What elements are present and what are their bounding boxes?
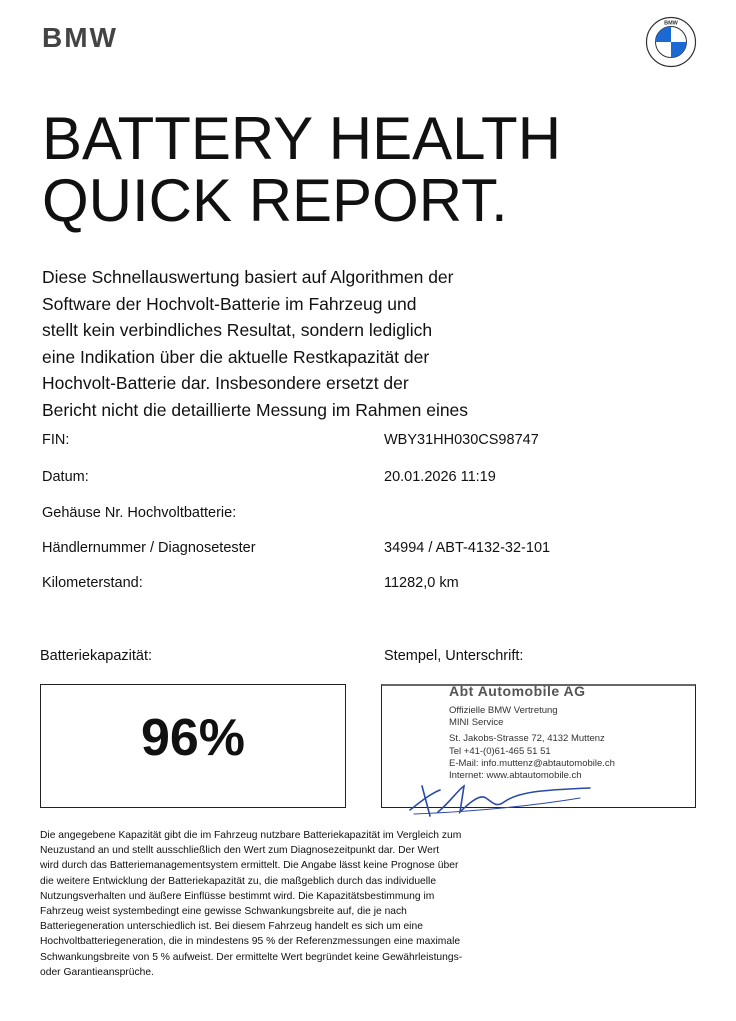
date-value: 20.01.2026 11:19	[384, 469, 496, 485]
brand-wordmark: BMW	[42, 22, 118, 53]
disclaimer-line: Nutzungsverhalten und äußere Einflüsse bestimmt wird. Die Kapazitätsbestimmung im	[40, 890, 435, 902]
stamp-line: Tel +41-(0)61-465 51 51	[449, 746, 551, 757]
disclaimer-line: Neuzustand an und stellt ausschließlich den Wert zum Diagnosezeitpunkt dar. Der Wert	[40, 845, 440, 857]
dealer-tester-label: Händlernummer / Diagnosetester	[42, 540, 256, 556]
intro-line: Bericht nicht die detaillierte Messung im Rahmen eines	[42, 399, 469, 420]
mileage-value: 11282,0 km	[384, 575, 459, 591]
disclaimer-line: Batteriegeneration unterschiedlich ist. Bei diesem Fahrzeug handelt es sich um eine	[40, 921, 423, 933]
battery-housing-label: Gehäuse Nr. Hochvoltbatterie:	[42, 505, 237, 521]
intro-paragraph	[42, 264, 512, 420]
capacity-label: Batteriekapazität:	[40, 648, 153, 664]
logo-letters: BMW	[664, 20, 678, 27]
intro-line: Software der Hochvolt-Batterie im Fahrzeug und	[42, 293, 417, 314]
disclaimer-line: wird durch das Batteriemanagementsystem ermittelt. Die Angabe lässt keine Prognose über	[40, 860, 459, 872]
stamp-company: Abt Automobile AG	[449, 683, 586, 699]
disclaimer-line: die weitere Entwicklung der Batteriekapazität zu, die maßgeblich durch das individuelle	[40, 875, 437, 887]
intro-line: stellt kein verbindliches Resultat, sondern lediglich	[42, 320, 433, 340]
stamp-line: Offizielle BMW Vertretung	[449, 705, 558, 716]
fin-value: WBY31HH030CS98747	[384, 432, 539, 448]
disclaimer-text	[40, 828, 520, 980]
handwritten-signature	[400, 772, 600, 822]
capacity-value: 96%	[140, 709, 246, 767]
disclaimer-line: oder Garantieansprüche.	[40, 966, 154, 978]
stamp-line: St. Jakobs-Strasse 72, 4132 Muttenz	[449, 733, 605, 744]
intro-line: Diese Schnellauswertung basiert auf Algorithmen der	[42, 267, 454, 287]
intro-line: Hochvolt-Batterie dar. Insbesondere ersetzt der	[42, 373, 409, 393]
report-title	[42, 105, 562, 234]
stamp-line: Internet: www.abtautomobile.ch	[449, 770, 582, 781]
disclaimer-line: Fahrzeug weist systembedingt eine gewisse Schwankungsbreite auf, die je nach	[40, 906, 407, 918]
intro-line: eine Indikation über die aktuelle Restkapazität der	[42, 346, 430, 367]
disclaimer-line: Schwankungsbreite von 5 % aufweist. Der ermittelte Wert begründet keine Gewährleistungs-	[40, 951, 463, 963]
fin-label: FIN:	[42, 432, 70, 448]
title-line-1: BATTERY HEALTH	[42, 105, 562, 172]
date-label: Datum:	[42, 469, 89, 485]
bmw-roundel-logo	[645, 16, 697, 68]
disclaimer-line: Die angegebene Kapazität gibt die im Fahrzeug nutzbare Batteriekapazität im Vergleich zum	[40, 830, 462, 841]
title-line-2: QUICK REPORT.	[42, 167, 508, 234]
stamp-label: Stempel, Unterschrift:	[384, 648, 524, 664]
mileage-label: Kilometerstand:	[42, 575, 143, 591]
disclaimer-line: Hochvoltbatteriegeneration, die in mindestens 95 % der Referenzmessungen eine maximale	[40, 936, 461, 948]
stamp-line: MINI Service	[449, 717, 504, 728]
dealer-tester-value: 34994 / ABT-4132-32-101	[384, 540, 551, 556]
stamp-line: E-Mail: info.muttenz@abtautomobile.ch	[449, 758, 615, 769]
